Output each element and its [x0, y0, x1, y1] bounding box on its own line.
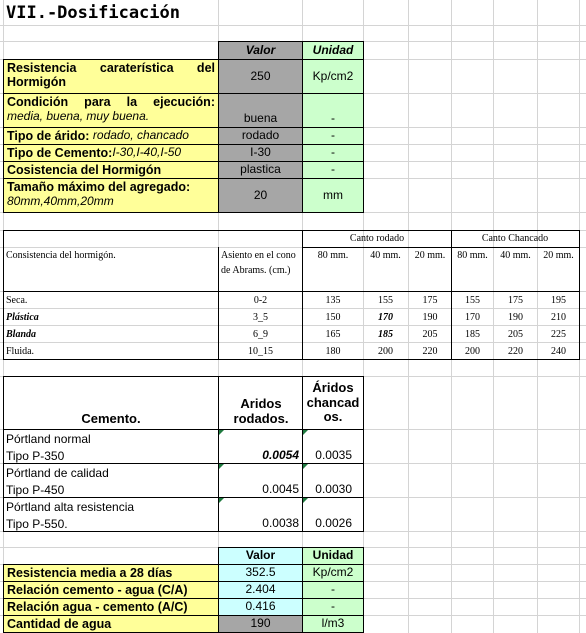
consistency-cell: 180 — [325, 345, 341, 357]
consistency-cell: 200 — [378, 345, 393, 357]
cement-type-label: Pórtland de calidad Tipo P-450 — [6, 466, 109, 497]
result-label-agua-cemento: Relación agua - cemento (A/C) — [3, 598, 219, 616]
param-unit-tamano: mm — [302, 178, 364, 213]
consistency-cell: 150 — [325, 311, 341, 323]
param-unit-cemento: - — [302, 144, 364, 162]
param-label-condicion: Condición para la ejecución: media, buena, muy buena. — [3, 93, 219, 128]
result-label-resistencia-media: Resistencia media a 28 días — [3, 564, 219, 582]
param-unit-condicion: - — [302, 93, 364, 128]
result-unit-resistencia-media: Kp/cm2 — [302, 564, 364, 582]
results-unidad-header: Unidad — [302, 547, 364, 565]
cement-ratio-rodado: 0.0038 — [262, 515, 299, 530]
result-label-cemento-agua: Relación cemento - agua (C/A) — [3, 581, 219, 599]
cement-type-label: Pórtland alta resistencia Tipo P-550. — [6, 500, 135, 531]
consistency-cell: 175 — [508, 294, 523, 306]
page-title: VII.-Dosificación — [6, 3, 180, 24]
consistency-cell: 225 — [551, 328, 566, 340]
size-header: 40 mm. — [500, 250, 531, 262]
param-value-arido[interactable]: rodado — [218, 127, 303, 145]
param-label-arido: Tipo de árido: rodado, chancado — [3, 127, 219, 145]
consistency-row-asiento: 3_5 — [253, 311, 268, 323]
results-valor-header: Valor — [218, 547, 303, 565]
consistency-cell: 185 — [378, 328, 393, 340]
consistency-cell: 155 — [465, 294, 480, 306]
param-label-consistencia: Cosistencia del Hormigón — [3, 161, 219, 179]
param-value-condicion[interactable]: buena — [218, 93, 303, 128]
cement-type-label: Pórtland normal Tipo P-350 — [6, 432, 91, 463]
consistency-cell: 205 — [422, 328, 438, 340]
result-value-cantidad-agua: 190 — [218, 615, 303, 633]
consistency-cell: 165 — [325, 328, 341, 340]
param-label-cemento: Tipo de Cemento: I-30,I-40,I-50 — [3, 144, 219, 162]
consistency-cell: 205 — [508, 328, 523, 340]
param-unit-consistencia: - — [302, 161, 364, 179]
size-header: 80 mm. — [457, 250, 488, 262]
unidad-header: Unidad — [302, 41, 364, 60]
consistency-cell: 190 — [508, 311, 523, 323]
consistency-cell: 195 — [551, 294, 566, 306]
param-label-resistencia: Resistencia caraterística del Hormigón — [3, 59, 219, 94]
consistency-cell: 190 — [422, 311, 438, 323]
size-header: 20 mm. — [414, 250, 446, 262]
result-value-cemento-agua: 2.404 — [218, 581, 303, 599]
aridos-rodados-header: Aridos rodados. — [233, 396, 289, 427]
cement-header: Cemento. — [81, 411, 141, 427]
consistency-row-name: Fluida. — [6, 345, 35, 357]
consistency-cell: 170 — [465, 311, 480, 323]
consistencia-col-label: Consistencia del hormigón. — [6, 250, 116, 261]
consistency-cell: 220 — [422, 345, 438, 357]
aridos-chancados-header: Áridos chancad os. — [306, 379, 360, 425]
result-label-cantidad-agua: Cantidad de agua — [3, 615, 219, 633]
cement-ratio-chancado: 0.0026 — [315, 515, 352, 530]
consistency-row-name: Seca. — [6, 294, 28, 306]
cement-ratio-rodado: 0.0054 — [262, 447, 299, 462]
consistency-cell: 175 — [422, 294, 438, 306]
consistency-cell: 210 — [551, 311, 566, 323]
param-value-cemento[interactable]: I-30 — [218, 144, 303, 162]
consistency-cell: 240 — [551, 345, 566, 357]
size-header: 40 mm. — [370, 250, 401, 262]
consistency-row-asiento: 10_15 — [248, 345, 273, 357]
cement-ratio-chancado: 0.0035 — [315, 447, 352, 462]
param-value-consistencia[interactable]: plastica — [218, 161, 303, 179]
result-unit-agua-cemento: - — [302, 598, 364, 616]
valor-header: Valor — [218, 41, 303, 60]
group-canto-rodado: Canto rodado — [349, 233, 405, 245]
consistency-cell: 200 — [465, 345, 480, 357]
result-unit-cemento-agua: - — [302, 581, 364, 599]
param-unit-resistencia: Kp/cm2 — [302, 59, 364, 94]
consistency-row-name: Plástica — [6, 311, 39, 323]
consistency-row-asiento: 0-2 — [253, 294, 268, 306]
cement-ratio-rodado: 0.0045 — [262, 481, 299, 496]
size-header: 20 mm. — [543, 250, 574, 262]
asiento-col-label: Asiento en el cono de Abrams. (cm.) — [221, 250, 296, 276]
result-value-agua-cemento: 0.416 — [218, 598, 303, 616]
result-unit-cantidad-agua: l/m3 — [302, 615, 364, 633]
consistency-cell: 135 — [325, 294, 341, 306]
result-value-resistencia-media: 352.5 — [218, 564, 303, 582]
param-value-tamano[interactable]: 20 — [218, 178, 303, 213]
consistency-cell: 185 — [465, 328, 480, 340]
cement-ratio-chancado: 0.0030 — [315, 481, 352, 496]
param-label-tamano: Tamaño máximo del agregado: 80mm,40mm,20mm — [3, 178, 219, 213]
size-header: 80 mm. — [317, 250, 349, 262]
consistency-row-name: Blanda — [6, 328, 37, 340]
group-canto-chancado: Canto Chancado — [481, 233, 549, 245]
param-unit-arido: - — [302, 127, 364, 145]
consistency-cell: 170 — [378, 311, 393, 323]
consistency-row-asiento: 6_9 — [253, 328, 268, 340]
consistency-cell: 155 — [378, 294, 393, 306]
consistency-cell: 220 — [508, 345, 523, 357]
param-value-resistencia[interactable]: 250 — [218, 59, 303, 94]
